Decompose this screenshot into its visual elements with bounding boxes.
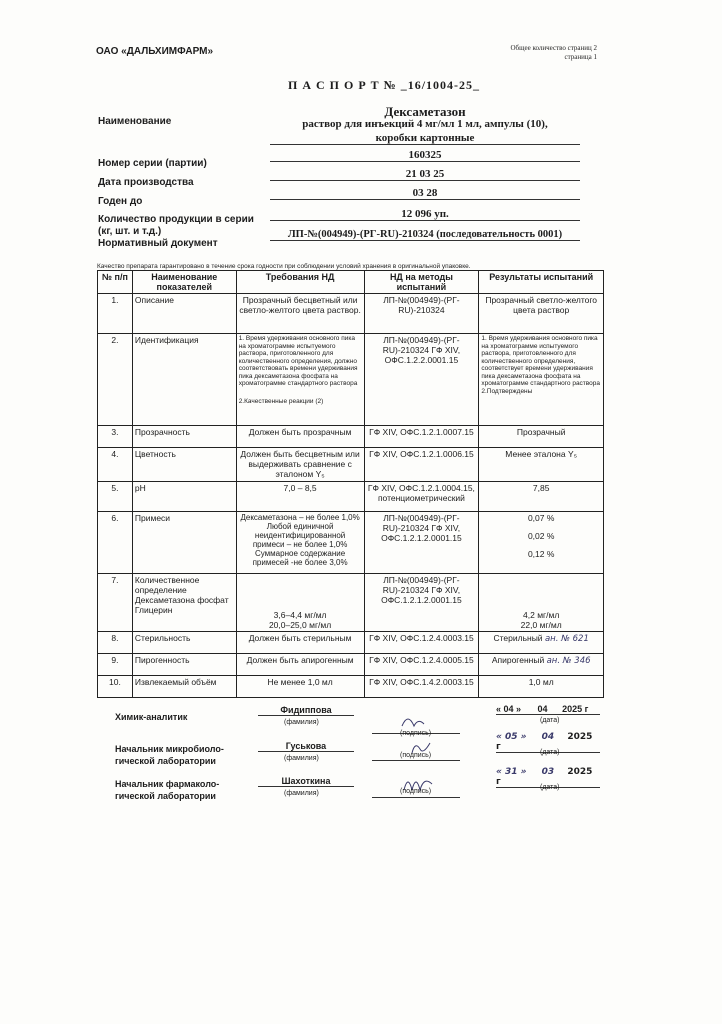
row-number: 1. (98, 294, 133, 334)
row-number: 4. (98, 448, 133, 482)
name-label: Наименование (98, 116, 172, 127)
result-text: 1. Время удерживания основного пика на хроматограмме испытуемого раствора, приготовленного для количественного определения, соответствует времени удерживания пика дексаметазона фосфата на хроматограмме стандартного раствора (481, 335, 601, 387)
row-requirement: 7,0 – 8,5 (236, 482, 364, 512)
row-indicator: Прозрачность (132, 426, 236, 448)
production-date-label: Дата производства (98, 177, 194, 188)
total-pages: Общее количество страниц 2 (510, 44, 597, 52)
quality-guarantee-note: Качество препарата гарантировано в течение срока годности при соблюдении условий хранения в оригинальной упаковке. (97, 263, 471, 270)
header-methods: НД на методы испытаний (364, 271, 479, 294)
date-month: 04 (541, 732, 555, 742)
row-number: 7. (98, 574, 133, 632)
production-date-value: 21 03 25 (270, 168, 580, 181)
date-caption: (дата) (540, 749, 560, 756)
chemist-role: Химик-аналитик (115, 712, 188, 722)
signature-caption: (подпись) (400, 752, 432, 759)
quantity-units-label: (кг, шт. и т.д.) (98, 226, 162, 237)
result-dexamethasone: 4,2 мг/мл (523, 610, 560, 620)
row-number: 9. (98, 654, 133, 676)
analysis-number: ан. № 346 (546, 656, 591, 666)
row-indicator: Количественное определение Дексаметазона фосфат Глицерин (132, 574, 236, 632)
row-result (479, 574, 604, 632)
row-number: 3. (98, 426, 133, 448)
micro-lab-surname: Гуськова (258, 741, 354, 752)
row-method: ЛП-№(004949)-(РГ-RU)-210324 (364, 294, 479, 334)
result-text-2: 2.Подтверждены (481, 387, 533, 395)
row-result (479, 654, 604, 676)
row-result: Менее эталона Y₅ (479, 448, 604, 482)
product-form: раствор для инъекций 4 мг/мл 1 мл, ампулы (10), (302, 118, 548, 130)
row-requirement: Дексаметазона – не более 1,0% Любой единичной неидентифицированной примеси – не более 1,0% Суммарное содержание примесей -не более 3,0% (236, 512, 364, 574)
date-year: 2025 г (496, 732, 593, 752)
row-indicator: Описание (132, 294, 236, 334)
requirement-text-2: 2.Качественные реакции (2) (238, 397, 324, 405)
row-method: ГФ XIV, ОФС.1.2.1.0004.15, потенциометрический (364, 482, 479, 512)
row-number: 2. (98, 334, 133, 426)
micro-lab-head-role: Начальник микробиоло-гической лаборатории (115, 744, 224, 766)
row-result (479, 632, 604, 654)
date-day: « 04 » (496, 704, 522, 714)
row-method: ГФ XIV, ОФС.1.2.4.0005.15 (364, 654, 479, 676)
series-label: Номер серии (партии) (98, 158, 207, 169)
signature-caption: (подпись) (400, 788, 432, 795)
analysis-number: ан. № 621 (544, 634, 589, 644)
signature-caption: (подпись) (400, 730, 432, 737)
header-results: Результаты испытаний (479, 271, 604, 294)
pharm-lab-head-role: Начальник фармаколо-гической лаборатории (115, 779, 220, 801)
row-requirement: Не менее 1,0 мл (236, 676, 364, 698)
row-indicator: Извлекаемый объём (132, 676, 236, 698)
row-result: 7,85 (479, 482, 604, 512)
table-row (98, 632, 604, 654)
product-packaging: коробки картонные (270, 132, 580, 145)
table-row (98, 574, 604, 632)
result-dexamethasone: 0,07 % (527, 513, 555, 523)
date-caption: (дата) (540, 717, 560, 724)
table-row (98, 294, 604, 334)
row-method: ГФ XIV, ОФС.1.2.1.0007.15 (364, 426, 479, 448)
series-value: 160325 (270, 149, 580, 162)
row-requirement (236, 574, 364, 632)
signature-mark (372, 714, 460, 728)
date-year: 2025 г (562, 704, 589, 714)
row-method: ЛП-№(004949)-(РГ-RU)-210324 ГФ XIV, ОФС.1.2.1.2.0001.15 (364, 512, 479, 574)
date-caption: (дата) (540, 784, 560, 791)
requirement-dexamethasone: 3,6–4,4 мг/мл (273, 610, 327, 620)
surname-caption: (фамилия) (284, 790, 319, 797)
row-indicator: Идентификация (132, 334, 236, 426)
date-day: « 05 » (496, 732, 527, 742)
chemist-surname: Фидиппова (258, 705, 354, 716)
header-number: № п/п (98, 271, 133, 294)
expiry-value: 03 28 (270, 187, 580, 200)
row-method: ЛП-№(004949)-(РГ-RU)-210324 ГФ XIV, ОФС.1.2.2.0001.15 (364, 334, 479, 426)
date-month: 03 (541, 767, 555, 777)
chemist-date (496, 704, 600, 715)
table-row (98, 426, 604, 448)
requirement-glycerin: 20,0–25,0 мг/мл (268, 620, 332, 630)
result-glycerin: 22,0 мг/мл (520, 620, 562, 630)
row-method: ГФ XIV, ОФС.1.4.2.0003.15 (364, 676, 479, 698)
row-number: 6. (98, 512, 133, 574)
row-method: ГФ XIV, ОФС.1.2.4.0003.15 (364, 632, 479, 654)
requirement-text: 1. Время удерживания основного пика на хроматограмме испытуемого раствора, приготовленного для количественного определения, должно соответствовать времени удерживания пика дексаметазона фосфата на хроматограмме стандартного раствора (238, 335, 358, 387)
table-row (98, 512, 604, 574)
row-indicator: Цветность (132, 448, 236, 482)
date-year: 2025 г (496, 767, 593, 787)
quantity-label: Количество продукции в серии (98, 214, 254, 225)
passport-title: П А С П О Р Т № _16/1004-25_ (288, 78, 481, 92)
row-result: Прозрачный светло-желтого цвета раствор (479, 294, 604, 334)
row-indicator: Стерильность (132, 632, 236, 654)
row-indicator: pH (132, 482, 236, 512)
row-result (479, 512, 604, 574)
test-results-table (97, 270, 604, 698)
date-day: « 31 » (496, 767, 527, 777)
normative-doc-label: Нормативный документ (98, 238, 218, 249)
row-requirement (236, 334, 364, 426)
result-single-impurity: 0,02 % (527, 531, 555, 541)
row-method: ЛП-№(004949)-(РГ-RU)-210324 ГФ XIV, ОФС.1.2.1.2.0001.15 (364, 574, 479, 632)
page-count (511, 44, 598, 62)
page-number: страница 1 (564, 53, 597, 61)
pharm-lab-surname: Шахоткина (258, 776, 354, 787)
table-row (98, 448, 604, 482)
header-requirements: Требования НД (236, 271, 364, 294)
normative-doc-value: ЛП-№(004949)-(РГ-RU)-210324 (последовательность 0001) (270, 229, 580, 241)
row-requirement: Прозрачный бесцветный или светло-желтого цвета раствор. (236, 294, 364, 334)
table-row (98, 654, 604, 676)
row-requirement: Должен быть апирогенным (236, 654, 364, 676)
product-name: Дексаметазон (384, 104, 466, 119)
table-row (98, 482, 604, 512)
organization-name: ОАО «ДАЛЬХИМФАРМ» (96, 46, 214, 57)
result-text: Стерильный (493, 633, 543, 643)
row-number: 8. (98, 632, 133, 654)
surname-caption: (фамилия) (284, 755, 319, 762)
row-requirement: Должен быть бесцветным или выдерживать сравнение с эталоном Y₅ (236, 448, 364, 482)
date-month: 04 (537, 704, 548, 714)
row-number: 10. (98, 676, 133, 698)
expiry-label: Годен до (98, 196, 143, 207)
table-row (98, 334, 604, 426)
row-result (479, 334, 604, 426)
row-method: ГФ XIV, ОФС.1.2.1.0006.15 (364, 448, 479, 482)
surname-caption: (фамилия) (284, 719, 319, 726)
table-row (98, 676, 604, 698)
row-indicator: Пирогенность (132, 654, 236, 676)
quantity-value: 12 096 уп. (270, 208, 580, 221)
result-text: Апирогенный (491, 655, 545, 665)
row-result: 1,0 мл (479, 676, 604, 698)
row-number: 5. (98, 482, 133, 512)
row-requirement: Должен быть прозрачным (236, 426, 364, 448)
result-total-impurities: 0,12 % (527, 549, 555, 559)
row-requirement: Должен быть стерильным (236, 632, 364, 654)
header-indicator: Наименование показателей (132, 271, 236, 294)
table-header-row (98, 271, 604, 294)
row-indicator: Примеси (132, 512, 236, 574)
row-result: Прозрачный (479, 426, 604, 448)
